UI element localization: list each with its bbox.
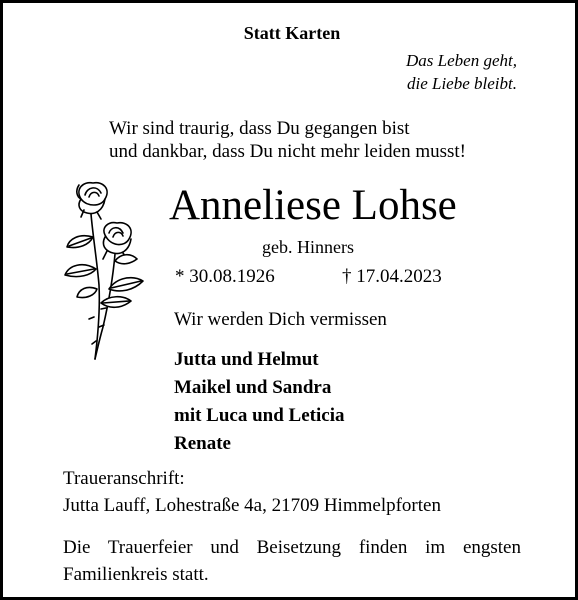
mourner-name: mit Luca und Leticia xyxy=(174,405,345,426)
mourner-name: Maikel und Sandra xyxy=(174,377,332,398)
mourners-list xyxy=(174,346,344,458)
birth-name: geb. Hinners xyxy=(262,237,354,257)
quote xyxy=(406,49,517,95)
address-label: Traueranschrift: xyxy=(63,468,185,489)
quote-line-2: die Liebe bleibt. xyxy=(406,74,517,93)
mourning-address xyxy=(63,465,441,519)
birth-date: * 30.08.1926 xyxy=(175,266,275,287)
funeral-note: Die Trauerfeier und Beisetzung finden im engsten Familienkreis statt. xyxy=(63,537,521,585)
intro-line-1: Wir sind traurig, dass Du gegangen bist xyxy=(109,118,410,139)
intro-line-2: und dankbar, dass Du nicht mehr leiden musst! xyxy=(109,141,467,162)
header-statt-karten: Statt Karten xyxy=(243,23,341,43)
deceased-name: Anneliese Lohse xyxy=(169,182,457,229)
quote-line-1: Das Leben geht, xyxy=(406,51,517,70)
death-date: † 17.04.2023 xyxy=(342,266,442,287)
address-line: Jutta Lauff, Lohestraße 4a, 21709 Himmelpforten xyxy=(63,495,441,516)
mourner-name: Renate xyxy=(174,433,231,454)
intro-text xyxy=(109,117,466,163)
mourner-name: Jutta und Helmut xyxy=(174,349,319,370)
rose-icon xyxy=(57,177,147,363)
farewell-line: Wir werden Dich vermissen xyxy=(174,309,387,330)
